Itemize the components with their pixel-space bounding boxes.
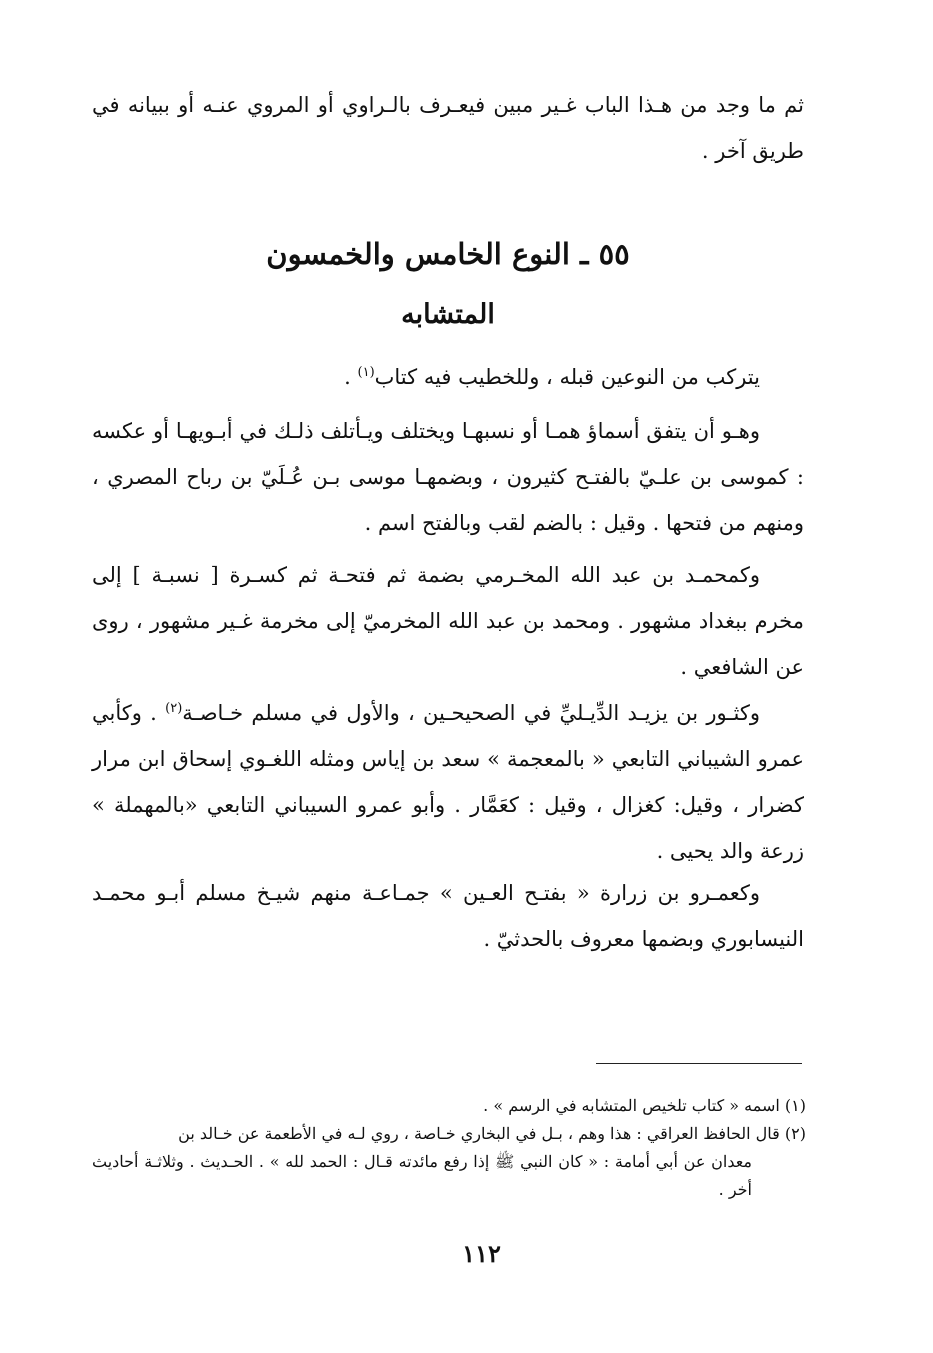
paragraph-5: وكعمـرو بن زرارة « بفتـح العـين » جمـاعـة منهم شيـخ مسلم أبـو محمـد النيسابوري وبضمها معروف بالحدثيّ . bbox=[92, 881, 804, 951]
paragraph-4 bbox=[92, 690, 804, 874]
footnote-2 bbox=[92, 1120, 806, 1204]
footnote-1: (١) اسمه « كتاب تلخيص المتشابه في الرسم » . bbox=[483, 1096, 806, 1115]
section-subtitle: المتشابه bbox=[401, 299, 495, 330]
footnote-2-continuation: معدان عن أبي أمامة : « كان النبي ﷺ إذا رفع مائدته قـال : الحمد لله » . الحـديث . وثلاثـة أحاديث أخر . bbox=[92, 1152, 753, 1199]
footnote-2-first-line: (٢) قال الحافظ العراقي : هذا وهم ، بـل في البخاري خـاصة ، روي لـه في الأطعمة عن خـالد بن bbox=[178, 1124, 806, 1143]
footnote-divider bbox=[596, 1063, 802, 1064]
paragraph-4-rest: . وكأبي عمرو الشيباني التابعي « بالمعجمة » سعد بن إياس ومثله اللغـوي إسحاق ابن مرار كضرار ، وقيل: كغزال ، وقيل : كعَمَّار . وأبو عمرو السيباني التابعي «بالمهملة » زرعة والد يحيى . bbox=[92, 701, 804, 863]
footnote-ref-2: (٢) bbox=[165, 701, 183, 716]
footnotes bbox=[92, 1092, 806, 1204]
paragraph-3: وكمحمـد بن عبد الله المخـرمي بضمة ثم فتحـة ثم كسـرة [ نسبـة ] إلى مخرم ببغداد مشهور . ومحمد بن عبد الله المخرميّ إلى مخرمة غـير مشهور ، روى عن الشافعي . bbox=[92, 563, 804, 679]
paragraph-1-text: يتركب من النوعين قبله ، وللخطيب فيه كتاب bbox=[374, 365, 760, 389]
paragraph-1 bbox=[92, 354, 804, 400]
footnote-ref-1: (١) bbox=[357, 365, 375, 380]
paragraph-4-text: وكثـور بن يزيـد الدِّيـليِّ في الصحيحـين ، والأول في مسلم خـاصـة bbox=[182, 701, 760, 725]
page-number: ١١٢ bbox=[462, 1239, 501, 1268]
intro-paragraph: ثم ما وجد من هـذا الباب غـير مبين فيعـرف بالـراوي أو المروي عنـه أو ببيانه في طريق آخر . bbox=[92, 93, 804, 163]
paragraph-1-end: . bbox=[344, 365, 358, 389]
section-title: ٥٥ ـ النوع الخامس والخمسون bbox=[266, 237, 630, 271]
paragraph-2: وهـو أن يتفق أسماؤ همـا أو نسبهـا ويختلف ويـأتلف ذلـك في أبـويهـا أو عكسه : كموسى بن علـيّ بالفتـح كثيرون ، وبضمهـا موسى بـن عُـلَيّ بن رباح المصري ، ومنهم من فتحها . وقيل : بالضم لقب وبالفتح اسم . bbox=[92, 419, 804, 535]
